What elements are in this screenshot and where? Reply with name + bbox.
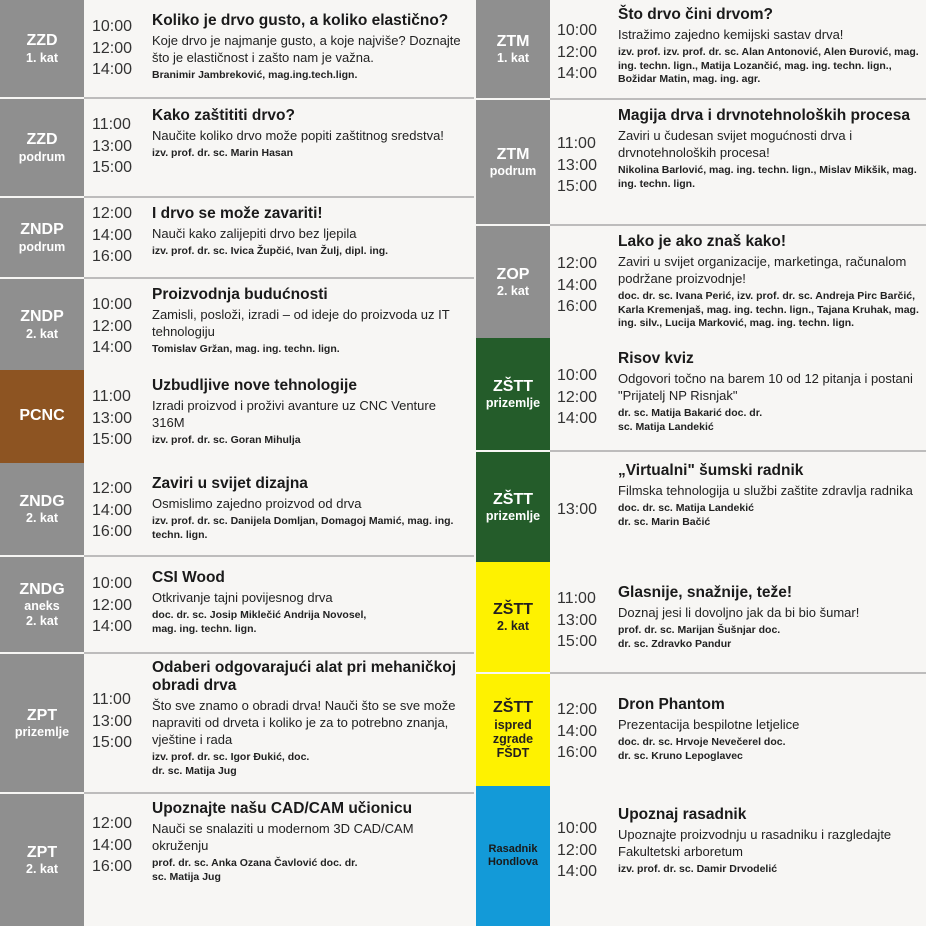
activity-title: Magija drva i drvnotehnoloških procesa [618, 107, 910, 124]
activity-hosts: doc. dr. sc. Ivana Perić, izv. prof. dr. sc. Andreja Pirc Barčić, Karla Kremenjaš, mag. ing. techn. lign., Tajana Kruhak, mag. ing. silv., Lucija Marković, mag. ing. techn. lign. [618, 290, 919, 329]
time-slot: 15:00 [92, 734, 133, 751]
schedule-row [474, 100, 926, 224]
time-slot: 14:00 [92, 226, 133, 244]
location-floor: prizemlje [485, 509, 541, 523]
location-tag [476, 674, 550, 786]
time-list [557, 365, 597, 430]
time-list [557, 588, 597, 653]
time-list [557, 499, 597, 521]
activity-content [618, 696, 922, 763]
location-tag [0, 279, 84, 370]
time-slot: 15:00 [557, 633, 598, 650]
time-slot: 16:00 [92, 858, 133, 875]
activity-hosts: izv. prof. dr. sc. Damir Drvodelić [618, 863, 778, 875]
time-slot: 16:00 [92, 248, 133, 265]
location-code: ZNDP [20, 221, 64, 239]
activity-hosts: doc. dr. sc. Matija Landekić dr. sc. Marin Bačić [618, 502, 754, 528]
location-tag [0, 99, 84, 196]
location-code: ZNDG [19, 580, 65, 598]
location-floor: 1. kat [26, 50, 58, 65]
time-slot: 12:00 [557, 841, 598, 859]
activity-content [152, 286, 470, 357]
location-tag [0, 557, 84, 652]
activity-hosts: prof. dr. sc. Marijan Šušnjar doc. dr. sc. Zdravko Pandur [618, 624, 781, 650]
time-slot: 15:00 [557, 178, 598, 195]
time-list [92, 114, 132, 179]
activity-hosts: izv. prof. dr. sc. Goran Mihulja [152, 434, 301, 446]
activity-content [618, 350, 922, 434]
activity-content [618, 584, 922, 651]
location-floor: prizemlje [14, 725, 70, 739]
activity-content [618, 107, 922, 191]
right-column [474, 0, 926, 926]
activity-hosts: doc. dr. sc. Josip Miklečić Andrija Novosel, mag. ing. techn. lign. [152, 609, 367, 635]
location-floor: podrum [18, 149, 66, 164]
time-slot: 10:00 [557, 367, 598, 384]
location-code: ZNDP [20, 308, 64, 326]
location-floor: 2. kat [26, 511, 58, 525]
schedule-row [0, 654, 474, 792]
activity-title: Upoznaj rasadnik [618, 806, 747, 823]
time-slot: 12:00 [92, 596, 133, 614]
time-slot: 12:00 [92, 39, 133, 57]
time-slot: 11:00 [557, 590, 596, 607]
time-slot: 13:00 [92, 409, 133, 427]
time-slot: 14:00 [92, 61, 133, 78]
activity-description: Zaviri u čudesan svijet mogućnosti drva i drvnotehnoloških procesa! [618, 128, 853, 160]
activity-hosts: izv. prof. dr. sc. Danijela Domljan, Domagoj Mamić, mag. ing. techn. lign. [152, 515, 454, 541]
activity-hosts: Tomislav Gržan, mag. ing. techn. lign. [152, 343, 340, 355]
location-floor: 2. kat [497, 284, 529, 298]
activity-title: Upoznajte našu CAD/CAM učionicu [152, 800, 413, 817]
activity-description: Izradi proizvod i proživi avanture uz CNC Venture 316M [152, 398, 436, 430]
activity-hosts: doc. dr. sc. Hrvoje Nevečerel doc. dr. sc. Kruno Lepoglavec [618, 736, 786, 762]
time-list [557, 133, 597, 198]
schedule-row [474, 226, 926, 338]
schedule-row [0, 794, 474, 926]
location-floor: ispred zgrade FŠDT [492, 717, 534, 761]
schedule-row [0, 198, 474, 277]
time-slot: 10:00 [92, 18, 133, 35]
activity-description: Zamisli, posloži, izradi – od ideje do proizvoda uz IT tehnologiju [152, 307, 450, 339]
schedule-row [0, 463, 474, 555]
activity-content [618, 806, 922, 877]
activity-hosts: Branimir Jambreković, mag.ing.tech.lign. [152, 69, 358, 81]
time-list [92, 386, 132, 451]
time-slot: 11:00 [92, 116, 131, 133]
activity-title: Proizvodnja budućnosti [152, 286, 328, 303]
activity-content [618, 233, 922, 331]
location-floor: prizemlje [485, 396, 541, 410]
time-list [557, 253, 597, 318]
activity-content [152, 205, 470, 259]
activity-title: CSI Wood [152, 569, 225, 586]
time-slot: 16:00 [92, 523, 133, 540]
activity-description: Doznaj jesi li dovoljno jak da bi bio šumar! [618, 605, 860, 620]
schedule-row [474, 562, 926, 672]
time-slot: 14:00 [557, 722, 598, 740]
schedule-row [474, 0, 926, 98]
time-slot: 12:00 [92, 205, 133, 222]
activity-title: Lako je ako znaš kako! [618, 233, 786, 250]
time-slot: 13:00 [557, 501, 598, 518]
location-code: ZPT [26, 706, 58, 724]
activity-description: Što sve znamo o obradi drva! Nauči što se sve može napraviti od drveta i koliko je za to potrebno znanja, vještine i rada [152, 698, 456, 747]
activity-hosts: izv. prof. izv. prof. dr. sc. Alan Antonović, Alen Đurović, mag. ing. techn. lign., Matija Lozančić, mag. ing. techn. lign., Božidar Matin, mag. ing. agr. [618, 46, 919, 85]
activity-title: Dron Phantom [618, 696, 725, 713]
activity-hosts: dr. sc. Matija Bakarić doc. dr. sc. Matija Landekić [618, 407, 763, 433]
time-slot: 11:00 [557, 135, 596, 152]
location-tag [0, 654, 84, 792]
time-slot: 12:00 [557, 43, 598, 61]
activity-content [152, 377, 470, 448]
time-slot: 13:00 [92, 137, 133, 155]
activity-description: Odgovori točno na barem 10 od 12 pitanja i postani "Prijatelj NP Risnjak" [618, 371, 913, 403]
time-list [92, 689, 132, 754]
activity-content [152, 107, 470, 161]
activity-content [618, 462, 922, 529]
location-code: ZŠTT [493, 600, 533, 618]
activity-content [152, 800, 470, 884]
location-code: ZZD [26, 32, 58, 50]
location-code: ZOP [496, 265, 530, 283]
time-slot: 14:00 [92, 501, 133, 519]
time-slot: 14:00 [557, 65, 598, 82]
schedule-row [474, 786, 926, 926]
time-slot: 12:00 [92, 815, 133, 832]
location-tag [476, 0, 550, 98]
location-floor: podrum [18, 239, 66, 254]
activity-content [152, 569, 470, 636]
time-slot: 10:00 [557, 820, 598, 837]
location-tag [476, 452, 550, 562]
location-floor: 2. kat [26, 862, 58, 876]
time-slot: 14:00 [92, 618, 133, 635]
location-code: ZŠTT [493, 377, 533, 395]
activity-description: Filmska tehnologija u službi zaštite zdravlja radnika [618, 483, 913, 498]
location-tag [0, 198, 84, 277]
time-slot: 15:00 [92, 431, 133, 448]
schedule-row [0, 557, 474, 652]
activity-description: Koje drvo je najmanje gusto, a koje najviše? Doznajte što je elastičnost i zašto nam je važna. [152, 33, 461, 65]
schedule-row [0, 279, 474, 370]
location-floor: 2. kat [26, 326, 58, 341]
time-slot: 12:00 [557, 255, 598, 272]
time-list [92, 478, 132, 543]
time-slot: 14:00 [92, 836, 133, 854]
location-code: ZTM [496, 145, 530, 163]
location-floor: 1. kat [497, 51, 529, 65]
activity-title: „Virtualni" šumski radnik [618, 462, 804, 479]
location-code: PCNC [19, 407, 65, 425]
location-tag [0, 463, 84, 555]
activity-title: Koliko je drvo gusto, a koliko elastično? [152, 12, 449, 29]
location-code: ZZD [26, 131, 58, 149]
location-code: Rasadnik Hondlova [487, 843, 539, 868]
time-slot: 14:00 [557, 410, 598, 427]
location-tag [476, 338, 550, 450]
time-slot: 10:00 [557, 22, 598, 39]
activity-description: Osmislimo zajedno proizvod od drva [152, 496, 362, 511]
time-list [557, 699, 597, 764]
time-slot: 14:00 [557, 863, 598, 880]
time-slot: 10:00 [92, 296, 133, 313]
activity-description: Nauči kako zalijepiti drvo bez ljepila [152, 226, 357, 241]
time-list [557, 20, 597, 85]
location-code: ZNDG [19, 492, 65, 510]
schedule-row [474, 338, 926, 450]
time-slot: 14:00 [557, 276, 598, 294]
activity-description: Prezentacija bespilotne letjelice [618, 717, 800, 732]
activity-description: Istražimo zajedno kemijski sastav drva! [618, 27, 844, 42]
time-slot: 11:00 [92, 388, 131, 405]
activity-content [618, 6, 922, 87]
activity-hosts: izv. prof. dr. sc. Marin Hasan [152, 147, 294, 159]
location-tag [0, 0, 84, 97]
location-code: ZTM [496, 32, 530, 50]
location-tag [476, 100, 550, 224]
activity-title: Risov kviz [618, 350, 694, 367]
location-tag [476, 562, 550, 672]
activity-content [152, 475, 470, 542]
location-floor: aneks 2. kat [24, 599, 60, 628]
activity-title: I drvo se može zavariti! [152, 205, 323, 222]
time-list [92, 16, 132, 81]
time-slot: 10:00 [92, 575, 133, 592]
location-tag [476, 226, 550, 338]
activity-hosts: Nikolina Barlović, mag. ing. techn. lign., Mislav Mikšik, mag. ing. techn. lign. [618, 164, 917, 190]
time-slot: 12:00 [557, 388, 598, 406]
time-slot: 15:00 [92, 159, 133, 176]
activity-title: Kako zaštititi drvo? [152, 107, 295, 124]
activity-title: Odaberi odgovarajući alat pri mehaničkoj obradi drva [152, 659, 457, 694]
location-tag [476, 786, 550, 926]
activity-title: Što drvo čini drvom? [618, 6, 774, 23]
location-floor: podrum [489, 164, 537, 178]
activity-content [152, 659, 470, 778]
activity-hosts: izv. prof. dr. sc. Ivica Župčić, Ivan Žulj, dipl. ing. [152, 245, 389, 257]
time-slot: 16:00 [557, 298, 598, 315]
schedule-row [0, 99, 474, 196]
location-tag [0, 794, 84, 926]
time-slot: 16:00 [557, 744, 598, 761]
activity-description: Naučite koliko drvo može popiti zaštitnog sredstva! [152, 128, 444, 143]
time-slot: 12:00 [92, 317, 133, 335]
location-tag [0, 370, 84, 463]
time-list [92, 203, 132, 268]
time-slot: 12:00 [92, 480, 133, 497]
activity-title: Glasnije, snažnije, teže! [618, 584, 793, 601]
time-list [92, 573, 132, 638]
location-floor: 2. kat [497, 619, 529, 633]
location-code: ZŠTT [493, 699, 533, 717]
activity-content [152, 12, 470, 83]
time-list [92, 813, 132, 878]
location-code: ZŠTT [493, 490, 533, 508]
location-code: ZPT [26, 843, 58, 861]
activity-description: Otkrivanje tajni povijesnog drva [152, 590, 333, 605]
time-slot: 13:00 [92, 712, 133, 730]
activity-hosts: izv. prof. dr. sc. Igor Đukić, doc. dr. sc. Matija Jug [152, 751, 310, 777]
activity-hosts: prof. dr. sc. Anka Ozana Čavlović doc. dr. sc. Matija Jug [152, 857, 358, 883]
activity-description: Zaviri u svijet organizacije, marketinga, računalom podržane proizvodnje! [618, 254, 907, 286]
schedule-row [0, 0, 474, 97]
activity-description: Upoznajte proizvodnju u rasadniku i razgledajte Fakultetski arboretum [618, 827, 892, 859]
time-slot: 13:00 [557, 156, 598, 174]
time-slot: 14:00 [92, 339, 133, 356]
time-list [92, 294, 132, 359]
activity-title: Uzbudljive nove tehnologije [152, 377, 357, 394]
time-slot: 12:00 [557, 701, 598, 718]
time-list [557, 818, 597, 883]
time-slot: 13:00 [557, 611, 598, 629]
activity-title: Zaviri u svijet dizajna [152, 475, 308, 492]
schedule-row [474, 674, 926, 786]
activity-description: Nauči se snalaziti u modernom 3D CAD/CAM okruženju [152, 821, 414, 853]
time-slot: 11:00 [92, 691, 131, 708]
schedule-row [0, 370, 474, 463]
schedule-row [474, 452, 926, 562]
